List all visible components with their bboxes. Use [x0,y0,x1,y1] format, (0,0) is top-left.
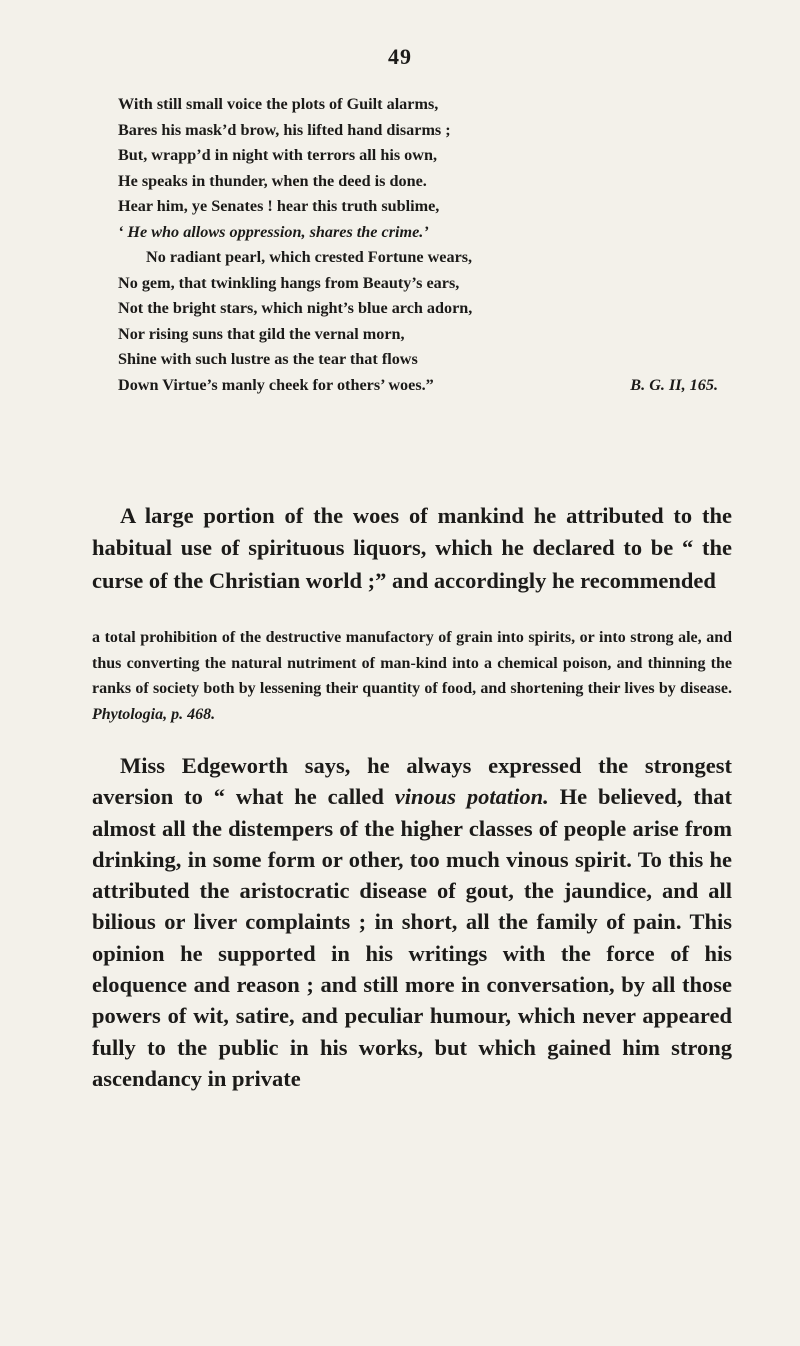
block-quote [92,625,732,727]
poem-line: But, wrapp’d in night with terrors all his own, [118,146,437,164]
paragraph-intro-text: A large portion of the woes of mankind he attributed to the habitual use of spirituous liquors, which he declared to be “ the curse of the Christian world ;” and accordingly he recommended [92,503,732,593]
poem-line: No radiant pearl, which crested Fortune wears, [146,248,473,266]
poem-line: No gem, that twinkling hangs from Beauty’s ears, [118,273,460,292]
block-quote-reference: Phytologia, p. 468. [92,705,216,723]
paragraph-edgeworth [92,750,732,1094]
poem-line: Down Virtue’s manly cheek for others’ woes.” [118,375,434,394]
poem-line: He speaks in thunder, when the deed is done. [118,171,427,190]
page-number: 49 [388,44,412,69]
poem-line: Bares his mask’d brow, his lifted hand disarms ; [118,120,451,139]
poem-block [118,92,728,398]
paragraph-intro [92,500,732,597]
poem-line: Nor rising suns that gild the vernal morn, [118,324,405,343]
paragraph-edgeworth-before: Miss Edgeworth says, he always expressed the strongest aversion to “ what he called [92,753,732,810]
poem-citation: B. G. II, 165. [630,375,718,394]
paragraph-edgeworth-emphasis: vinous potation. [394,784,549,810]
poem-line-quote: ‘ He who allows oppression, shares the crime.’ [118,222,429,241]
poem-last-line-with-citation [118,373,728,399]
poem-line: Hear him, ye Senates ! hear this truth sublime, [118,197,440,215]
poem-line: Shine with such lustre as the tear that flows [118,350,418,368]
poem-line: With still small voice the plots of Guilt alarms, [118,95,439,113]
poem-line: Not the bright stars, which night’s blue arch adorn, [118,299,473,317]
block-quote-text: a total prohibition of the destructive manufactory of grain into spirits, or into strong ale, and thus converting the natural nutriment of man-kind into a chemical poison, and thinning the ranks of society both by lessening their quantity of food, and shortening their lives by disease. [92,629,732,697]
paragraph-edgeworth-after: He believed, that almost all the distempers of the higher classes of people arise from drinking, in some form or other, too much vinous spirit. To this he attributed the aristocratic disease of gout, the jaundice, and all bilious or liver complaints ; in short, all the family of pain. This opinion he supported in his writings with the force of his eloquence and reason ; and still more in conversation, by all those powers of wit, satire, and peculiar humour, which never appeared fully to the public in his works, but which gained him strong ascendancy in private [92,784,733,1091]
